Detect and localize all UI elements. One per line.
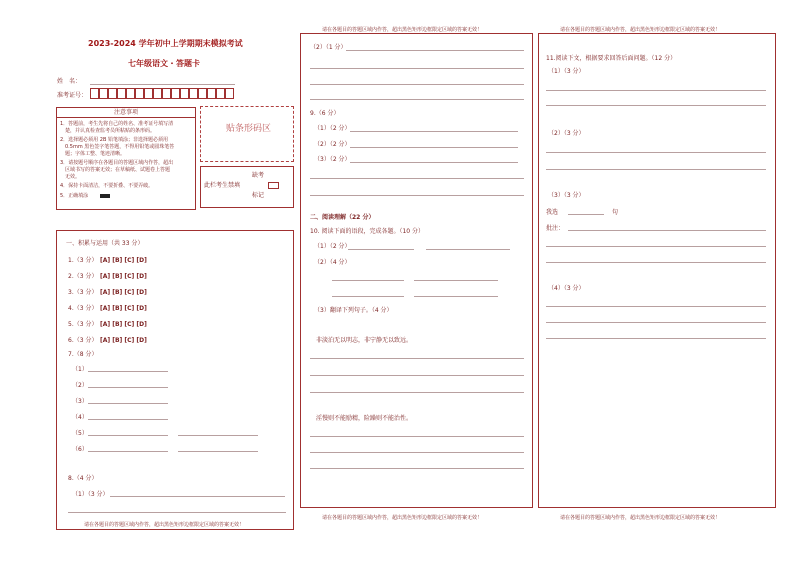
note-line: 题；字体工整、笔迹清晰。 (60, 151, 126, 157)
answer-line[interactable] (546, 169, 766, 170)
absent-checkbox[interactable] (268, 182, 279, 189)
absent-mark-label2: 标记 (252, 192, 265, 199)
q11-label: 11.阅读下文，根据要求回答后面问题。（12 分） (546, 55, 677, 62)
answer-line[interactable] (350, 147, 518, 148)
answer-line[interactable] (310, 99, 524, 100)
q7-label: 7.（8 分） (68, 351, 98, 358)
footer-warning: 请在各题目的答题区域内作答，超出黑色矩形边框限定区域的答案无效！ (84, 522, 245, 528)
note-line: 楚，并认真检查监考员所粘贴的条形码。 (60, 128, 156, 134)
q9-item: （2）（2 分） (314, 141, 351, 148)
answer-line[interactable] (310, 468, 524, 469)
answer-line[interactable] (568, 230, 766, 231)
notes-title: 注意事项 (114, 109, 139, 116)
mc-question: 5.（3 分） (68, 321, 98, 328)
q10-label: 10. 阅读下面的语段，完成各题。（10 分） (310, 228, 424, 235)
absent-mark-label: 缺考 (252, 172, 265, 179)
mc-question: 4.（3 分） (68, 305, 98, 312)
note-line: 3．请按题号顺序在各题目的答题区域内作答，超出 (60, 160, 174, 166)
answer-line[interactable] (546, 152, 766, 153)
answer-line[interactable] (310, 452, 524, 453)
q11-1-label: （1）（3 分） (548, 68, 585, 75)
answer-line[interactable] (546, 90, 766, 91)
answer-line[interactable] (310, 392, 524, 393)
answer-line[interactable] (414, 280, 498, 281)
q9-item: （1）（2 分） (314, 125, 351, 132)
q8-1-label: （1）（3 分） (72, 491, 109, 498)
mc-options[interactable]: [A] [B] [C] [D] (100, 257, 147, 264)
header-warning: 请在各题目的答题区域内作答，超出黑色矩形边框限定区域的答案无效！ (322, 27, 483, 33)
q7-item: （6） (72, 446, 88, 453)
note-line: 无效。 (60, 174, 81, 180)
answer-line[interactable] (88, 387, 168, 388)
q7-item: （2） (72, 382, 88, 389)
footer-warning: 请在各题目的答题区域内作答，超出黑色矩形边框限定区域的答案无效！ (560, 515, 721, 521)
q7-item: （5） (72, 430, 88, 437)
mc-question: 2.（3 分） (68, 273, 98, 280)
answer-line[interactable] (310, 68, 524, 69)
footer-warning: 请在各题目的答题区域内作答，超出黑色矩形边框限定区域的答案无效！ (322, 515, 483, 521)
answer-line[interactable] (332, 296, 404, 297)
answer-line[interactable] (414, 296, 498, 297)
name-field[interactable] (90, 84, 235, 85)
translate-sentence: 淫慢则不能励精，险躁则不能治性。 (316, 415, 413, 422)
answer-line[interactable] (110, 496, 285, 497)
answer-line[interactable] (346, 50, 524, 51)
answer-line[interactable] (88, 371, 168, 372)
answer-line[interactable] (310, 195, 524, 196)
answer-line[interactable] (310, 358, 524, 359)
note-line: 4．保持卡面清洁，不要折叠、不要弄破。 (60, 183, 154, 189)
q11-2-label: （2）（3 分） (548, 130, 585, 137)
note-line: 2．选择题必须用 2B 铅笔填涂；非选择题必须用 (60, 137, 168, 143)
answer-line[interactable] (88, 451, 168, 452)
mc-question: 6.（3 分） (68, 337, 98, 344)
answer-line[interactable] (568, 214, 604, 215)
answer-line[interactable] (546, 246, 766, 247)
section1-title: 一、积累与运用（共 33 分） (66, 240, 144, 247)
mc-options[interactable]: [A] [B] [C] [D] (100, 337, 147, 344)
mc-question: 1.（3 分） (68, 257, 98, 264)
q9-item: （3）（2 分） (314, 156, 351, 163)
exam-subtitle: 七年级语文・答题卡 (128, 59, 200, 68)
answer-line[interactable] (178, 435, 258, 436)
answer-line[interactable] (546, 338, 766, 339)
q11-4-label: （4）（3 分） (548, 285, 585, 292)
translate-sentence: 非淡泊无以明志，非宁静无以致远。 (316, 337, 413, 344)
note-line: 0.5mm 黑色签字笔答题，不得用铅笔或圆珠笔答 (60, 144, 175, 150)
answer-line[interactable] (178, 451, 258, 452)
answer-line[interactable] (332, 280, 404, 281)
q10-3-label: （3）翻译下列句子。（4 分） (314, 307, 393, 314)
sentence-label: 句 (612, 209, 619, 216)
answer-line[interactable] (88, 419, 168, 420)
id-label: 准考证号： (57, 92, 88, 99)
answer-line[interactable] (310, 375, 524, 376)
q7-item: （4） (72, 414, 88, 421)
name-label: 姓 名： (57, 78, 82, 85)
mc-options[interactable]: [A] [B] [C] [D] (100, 273, 147, 280)
exam-title: 2023-2024 学年初中上学期期末模拟考试 (88, 39, 243, 48)
header-warning: 请在各题目的答题区域内作答，超出黑色矩形边框限定区域的答案无效！ (560, 27, 721, 33)
answer-line[interactable] (310, 178, 524, 179)
q7-item: （1） (72, 366, 88, 373)
q10-1-label: （1）（2 分） (314, 243, 351, 250)
q11-3-label: （3）（3 分） (548, 192, 585, 199)
q7-item: （3） (72, 398, 88, 405)
answer-line[interactable] (426, 249, 510, 250)
answer-line[interactable] (310, 84, 524, 85)
answer-line[interactable] (546, 306, 766, 307)
q9-label: 9.（6 分） (310, 110, 340, 117)
section2-title: 二、阅读理解（22 分） (310, 214, 375, 221)
barcode-label: 贴条形码区 (226, 124, 272, 134)
mc-options[interactable]: [A] [B] [C] [D] (100, 305, 147, 312)
answer-line[interactable] (350, 131, 518, 132)
answer-line[interactable] (88, 435, 168, 436)
q10-2-label: （2）（4 分） (314, 259, 351, 266)
note-line: 区域书写的答案无效；在草稿纸、试题卷上答题 (60, 167, 171, 173)
mc-options[interactable]: [A] [B] [C] [D] (100, 289, 147, 296)
answer-line[interactable] (350, 162, 518, 163)
q8-2-label: （2）（1 分） (310, 44, 347, 51)
answer-line[interactable] (546, 105, 766, 106)
mc-question: 3.（3 分） (68, 289, 98, 296)
answer-line[interactable] (68, 512, 286, 513)
answer-line[interactable] (546, 262, 766, 263)
answer-line[interactable] (310, 436, 524, 437)
choose-label: 我选 (546, 209, 559, 216)
q8-label: 8.（4 分） (68, 475, 98, 482)
absent-text: 此栏考生禁填 (204, 182, 241, 189)
answer-line[interactable] (546, 322, 766, 323)
note-line: 5．正确填涂 (60, 193, 89, 199)
comment-label: 批注： (546, 225, 565, 232)
filled-sample-icon (100, 194, 110, 198)
note-line: 1．答题前，考生先将自己的姓名、准考证号填写清 (60, 121, 174, 127)
answer-line[interactable] (348, 249, 414, 250)
answer-line[interactable] (88, 403, 168, 404)
barcode-area (200, 106, 294, 162)
mc-options[interactable]: [A] [B] [C] [D] (100, 321, 147, 328)
